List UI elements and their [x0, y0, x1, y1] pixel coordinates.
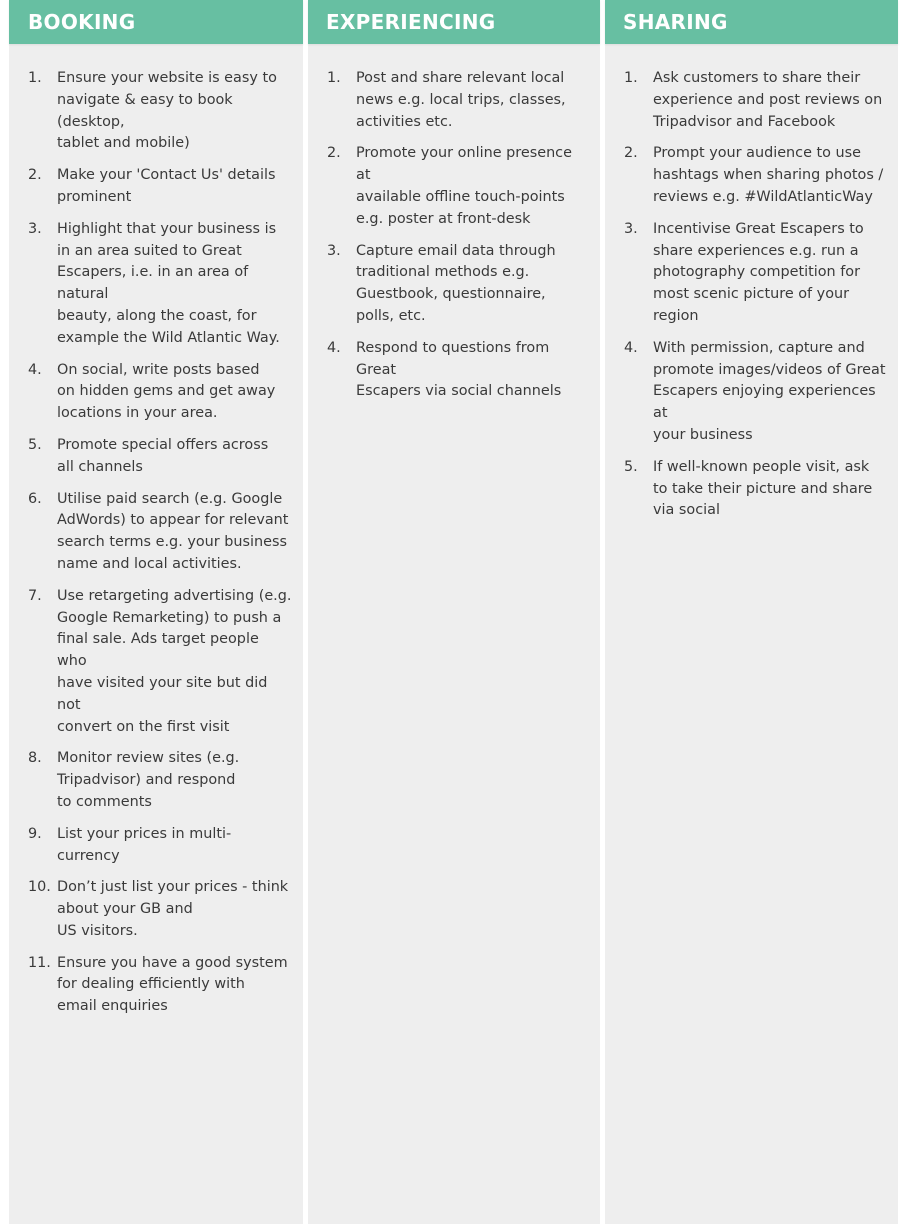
item-number: 9. [28, 825, 42, 842]
item-number: 1. [327, 70, 341, 86]
list-item [605, 219, 898, 328]
item-number: 3. [624, 220, 638, 237]
list-item [9, 435, 303, 479]
item-number: 4. [28, 361, 42, 378]
list-item [9, 360, 303, 425]
item-text: Incentivise Great Escapers to share experiences e.g. run a photography competition for most scenic picture of your region [653, 220, 864, 324]
item-number: 11. [28, 954, 51, 971]
experiencing-list [308, 68, 600, 413]
item-number: 1. [28, 70, 42, 86]
list-item [605, 143, 898, 208]
list-item [9, 68, 303, 155]
item-text: Don’t just list your prices - think about your GB and US visitors. [57, 879, 289, 939]
item-number: 10. [28, 879, 51, 896]
column-header-experiencing [308, 0, 600, 44]
list-item [308, 143, 600, 230]
list-item [9, 165, 303, 209]
list-item [308, 338, 600, 403]
list-item [9, 489, 303, 576]
column-title: SHARING [623, 10, 728, 34]
item-text: Promote your online presence at available offline touch-points e.g. poster at front-desk [356, 145, 572, 227]
item-text: Ensure your website is easy to navigate & easy to book (desktop, tablet and mobile) [57, 70, 277, 152]
item-text: Ensure you have a good system for dealing efficiently with email enquiries [57, 954, 288, 1015]
item-text: Use retargeting advertising (e.g. Google Remarketing) to push a final sale. Ads target people who have visited your site but did not convert on the first visit [57, 587, 292, 735]
item-number: 8. [28, 750, 42, 767]
item-text: On social, write posts based on hidden gems and get away locations in your area. [57, 361, 276, 422]
column-sharing [605, 0, 898, 1224]
list-item [9, 953, 303, 1018]
item-text: If well-known people visit, ask to take their picture and share via social [653, 458, 873, 519]
item-number: 7. [28, 587, 42, 604]
column-title: EXPERIENCING [326, 10, 496, 34]
list-item [9, 748, 303, 813]
item-text: Post and share relevant local news e.g. local trips, classes, activities etc. [356, 70, 566, 130]
list-item [605, 68, 898, 133]
item-text: With permission, capture and promote images/videos of Great Escapers enjoying experiences at your business [653, 339, 886, 443]
item-number: 2. [28, 167, 42, 184]
item-number: 5. [28, 436, 42, 453]
item-text: Promote special offers across all channels [57, 436, 269, 475]
item-text: Utilise paid search (e.g. Google AdWords) to appear for relevant search terms e.g. your business name and local activities. [57, 490, 289, 572]
list-item [308, 241, 600, 328]
item-number: 1. [624, 70, 638, 86]
item-text: Prompt your audience to use hashtags when sharing photos / reviews e.g. #WildAtlanticWay [653, 145, 884, 205]
list-item [9, 824, 303, 868]
column-booking [9, 0, 303, 1224]
list-item [9, 586, 303, 739]
booking-list [9, 68, 303, 1028]
item-number: 6. [28, 490, 42, 507]
item-number: 4. [624, 339, 638, 356]
item-text: Capture email data through traditional methods e.g. Guestbook, questionnaire, polls, etc. [356, 242, 556, 324]
item-text: List your prices in multi-currency [57, 825, 232, 864]
item-number: 4. [327, 339, 341, 356]
item-number: 2. [624, 145, 638, 162]
column-header-booking [9, 0, 303, 44]
list-item [9, 219, 303, 350]
list-item [9, 877, 303, 942]
list-item [308, 68, 600, 133]
item-text: Respond to questions from Great Escapers via social channels [356, 339, 562, 400]
item-number: 5. [624, 458, 638, 475]
column-experiencing [308, 0, 600, 1224]
item-text: Make your 'Contact Us' details prominent [57, 167, 276, 205]
item-text: Highlight that your business is in an area suited to Great Escapers, i.e. in an area of natural beauty, along the coast, for example the Wild Atlantic Way. [57, 220, 280, 346]
column-header-sharing [605, 0, 898, 44]
column-title: BOOKING [28, 10, 136, 34]
item-text: Monitor review sites (e.g. Tripadvisor) and respond to comments [57, 750, 240, 810]
item-number: 2. [327, 145, 341, 162]
list-item [605, 338, 898, 447]
item-text: Ask customers to share their experience and post reviews on Tripadvisor and Facebook [653, 70, 883, 130]
item-number: 3. [28, 220, 42, 237]
sharing-list [605, 68, 898, 532]
list-item [605, 457, 898, 522]
item-number: 3. [327, 242, 341, 259]
